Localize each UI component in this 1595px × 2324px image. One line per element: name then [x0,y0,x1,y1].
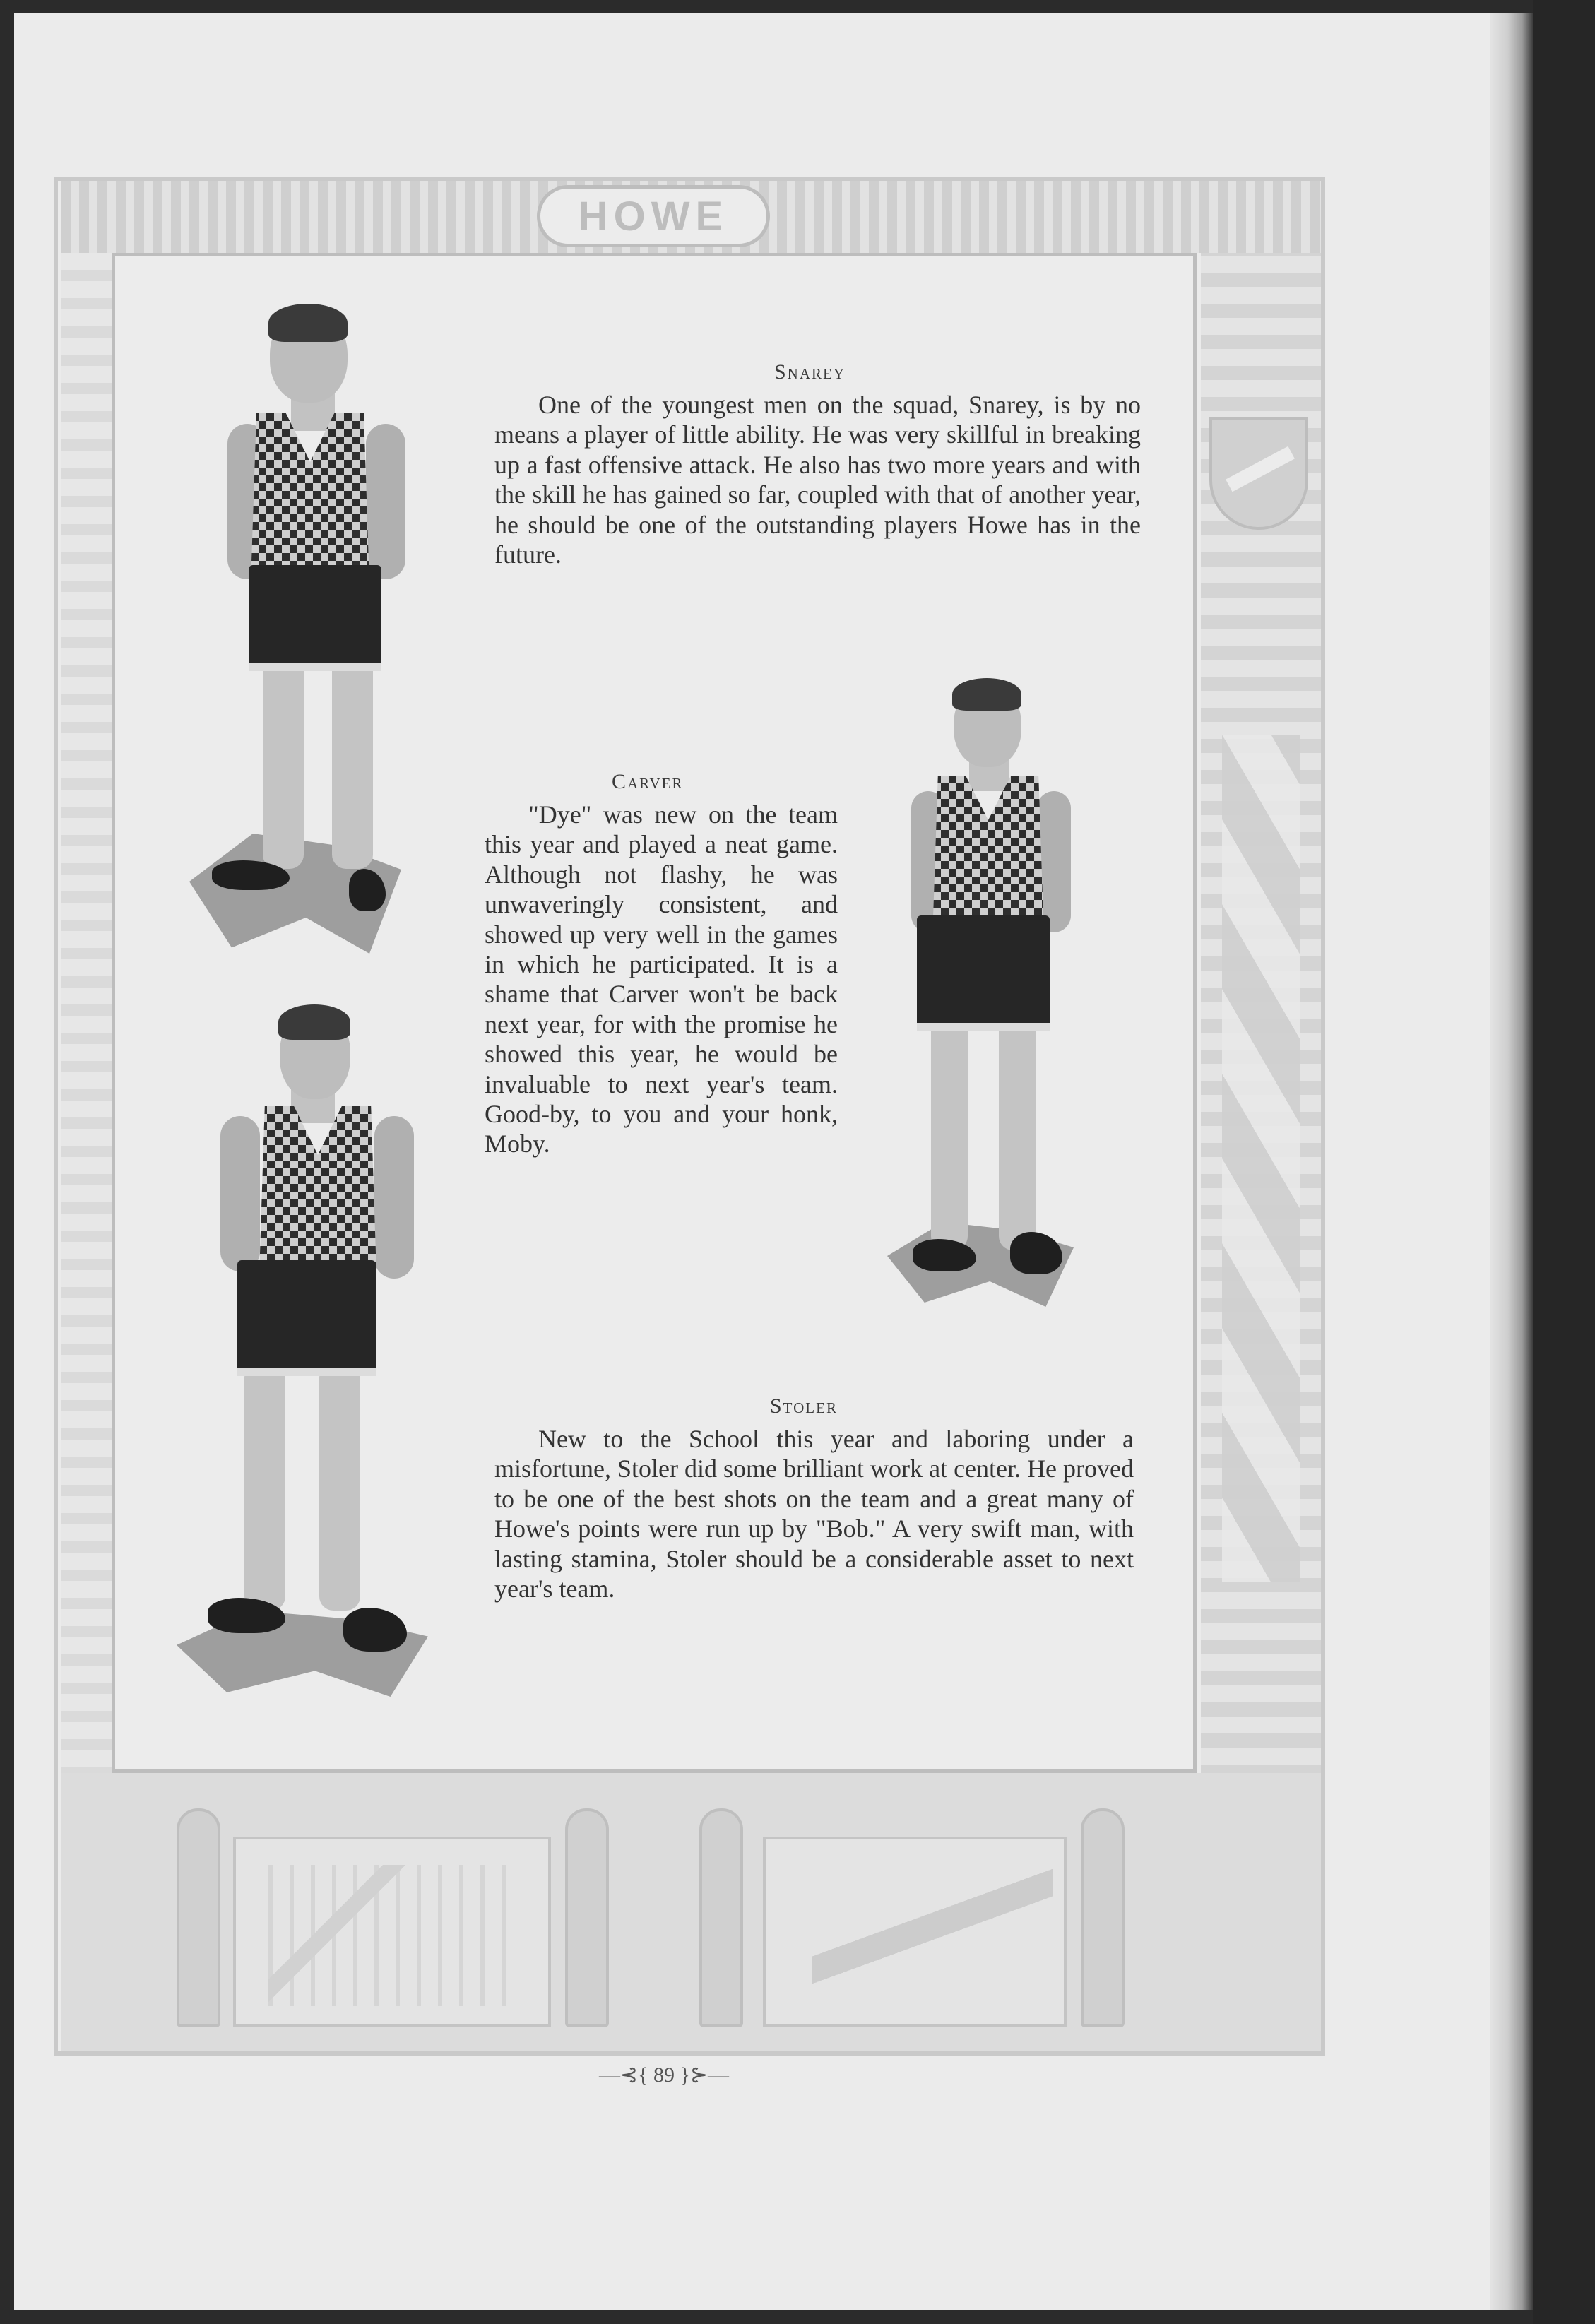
school-name: HOWE [578,193,729,239]
photo-hair [268,304,348,342]
scroll-ornament [177,1808,220,2027]
left-border-ornament [61,253,112,1779]
photo-shorts [917,915,1050,1031]
cannon-illustration [812,1865,1053,2006]
photo-leg [931,1017,968,1250]
photo-hair [952,678,1021,711]
scroll-ornament [699,1808,743,2027]
scroll-ornament [1081,1808,1125,2027]
photo-leg [319,1363,360,1611]
player-bio-carver: "Dye" was new on the team this year and played a neat game. Although not flashy, he was unwaveringly consistent, and showed up very well in the games in which he participated. It is a shame that Carver won't be back next year, for with the promise he showed this year, he would be invaluable to next year's team. Good-by, to you and your honk, Moby. [485,800,838,1158]
player-name-text: Stoler [770,1394,838,1418]
header-plaque [537,185,770,247]
photo-hair [278,1004,350,1040]
school-building-illustration [268,1865,509,2006]
player-name-stoler [770,1394,838,1418]
page-edge [1490,13,1533,2310]
photo-shorts [249,565,381,671]
photo-leg [999,1017,1036,1250]
page-number: —⊰{ 89 }⊱— [598,2063,730,2087]
photo-leg [244,1363,285,1611]
photo-leg [332,657,373,869]
scroll-ornament [565,1808,609,2027]
photo-leg [263,657,304,869]
player-name-text: Carver [612,770,684,793]
photo-arm [220,1116,260,1271]
player-bio-stoler: New to the School this year and laboring under a misfortune, Stoler did some brilliant work at center. He proved to be one of the best shots on the team and a great many of Howe's points were run up by "Bob." A very swift man, with lasting stamina, Stoler should be a considerable asset to next year's team. [494,1425,1134,1603]
photo-arm [374,1116,414,1279]
photo-arm [366,424,405,579]
book-binding [1533,0,1595,2324]
ribbon-ornament [1222,735,1300,1582]
player-name-snarey [774,360,846,384]
photo-shorts [237,1260,376,1376]
school-crest-icon [1209,417,1308,530]
player-bio-snarey: One of the youngest men on the squad, Snarey, is by no means a player of little ability. He was very skillful in breaking up a fast offensive attack. He also has two more years and with the skill he has gained so far, coupled with that of another year, he should be one of the outstanding players Howe has in the future. [494,391,1141,569]
player-name-carver [612,770,684,794]
player-name-text: Snarey [774,360,846,384]
